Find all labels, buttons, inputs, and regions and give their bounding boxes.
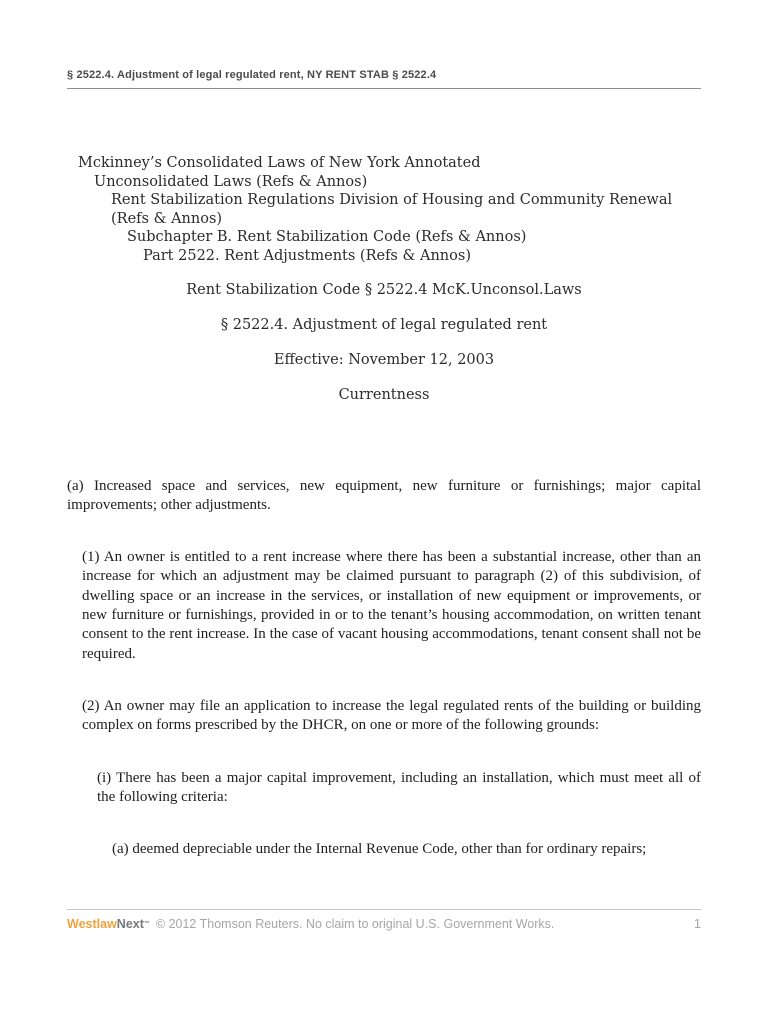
- breadcrumb: [67, 154, 701, 266]
- running-header-title: § 2522.4. Adjustment of legal regulated rent, NY RENT STAB § 2522.4: [67, 69, 437, 81]
- breadcrumb-line: Part 2522. Rent Adjustments (Refs & Annos): [143, 247, 471, 264]
- body-paragraph-a2-i: (i) There has been a major capital improvement, including an installation, which must meet all of the following criteria:: [97, 769, 701, 805]
- effective-date: Effective: November 12, 2003: [273, 351, 495, 368]
- trademark-symbol: ™: [143, 921, 150, 927]
- currentness-label: Currentness: [338, 386, 430, 403]
- header-divider: [67, 88, 701, 89]
- breadcrumb-line: Rent Stabilization Regulations Division of Housing and Community Renewal: [111, 192, 673, 209]
- page-number: 1: [694, 917, 701, 931]
- document-citation: Rent Stabilization Code § 2522.4 McK.Unconsol.Laws: [186, 281, 582, 298]
- footer-left: [67, 917, 554, 931]
- breadcrumb-line: Mckinney’s Consolidated Laws of New York Annotated: [78, 155, 481, 171]
- body-paragraph-a2-i-a: (a) deemed depreciable under the Internal Revenue Code, other than for ordinary repairs;: [112, 841, 647, 858]
- section-title: § 2522.4. Adjustment of legal regulated rent: [220, 316, 548, 333]
- body-paragraph-a1: (1) An owner is entitled to a rent increase where there has been a substantial increase, other than an increase for which an adjustment may be claimed pursuant to paragraph (2) of this subdivision, of dwelling space or an increase in the services, or installation of new equipment or improvements, or new furniture or furnishings, provided in or to the tenant’s housing accommodation, on written tenant consent to the rent increase. In the case of vacant housing accommodations, tenant consent shall not be required.: [82, 549, 701, 662]
- copyright-notice: © 2012 Thomson Reuters. No claim to original U.S. Government Works.: [155, 917, 555, 931]
- logo-westlaw-text: Westlaw: [67, 917, 117, 931]
- logo-next-text: Next: [116, 917, 144, 931]
- statute-body: [67, 477, 701, 860]
- breadcrumb-line: Subchapter B. Rent Stabilization Code (Refs & Annos): [127, 229, 527, 246]
- breadcrumb-line: (Refs & Annos): [111, 210, 223, 227]
- body-paragraph-a: (a) Increased space and services, new equipment, new furniture or furnishings; major capital improvements; other adjustments.: [67, 477, 701, 513]
- breadcrumb-line: Unconsolidated Laws (Refs & Annos): [94, 173, 368, 190]
- page-footer: [67, 909, 701, 931]
- title-block: [67, 283, 701, 403]
- footer-divider: [67, 909, 701, 910]
- westlawnext-logo: [67, 917, 150, 931]
- body-paragraph-a2: (2) An owner may file an application to increase the legal regulated rents of the building or building complex on forms prescribed by the DHCR, on one or more of the following grounds:: [82, 697, 701, 734]
